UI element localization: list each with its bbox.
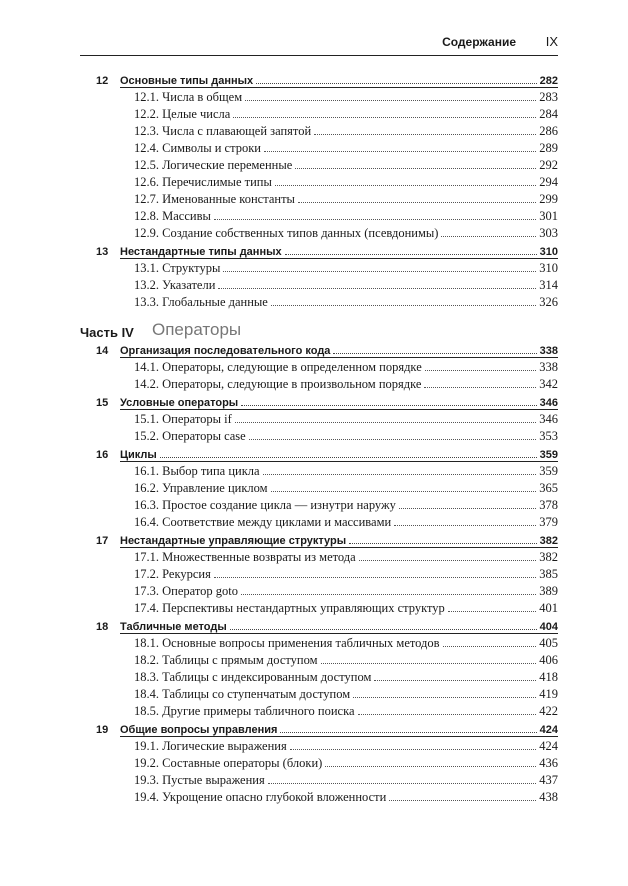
section-page-number: 418	[539, 670, 558, 684]
section-title: 15.1. Операторы if	[134, 412, 232, 426]
section-title: 16.1. Выбор типа цикла	[134, 464, 260, 478]
chapter-entry	[80, 70, 558, 241]
dot-leader	[321, 663, 537, 664]
chapter-page-number: 359	[539, 449, 558, 461]
dot-leader	[389, 800, 536, 801]
section-page-number: 401	[539, 601, 558, 615]
section-title: 13.3. Глобальные данные	[134, 295, 268, 309]
dot-leader	[314, 134, 536, 135]
chapter-number: 15	[96, 397, 109, 409]
chapter-entry	[80, 616, 558, 719]
chapter-number: 14	[96, 345, 109, 357]
dot-leader	[268, 783, 537, 784]
section-page-number: 289	[539, 141, 558, 155]
section-page-number: 314	[539, 278, 558, 292]
dot-leader	[233, 117, 536, 118]
chapter-number: 13	[96, 246, 109, 258]
chapter-row[interactable]	[80, 340, 558, 357]
section-row[interactable]	[80, 513, 558, 530]
part-label: Часть IV	[80, 325, 134, 340]
section-title: 19.3. Пустые выражения	[134, 773, 265, 787]
chapter-entry	[80, 444, 558, 530]
section-page-number: 382	[539, 550, 558, 564]
dot-leader	[249, 439, 537, 440]
section-page-number: 405	[539, 636, 558, 650]
section-row[interactable]	[80, 358, 558, 375]
chapter-title: Циклы	[120, 449, 157, 461]
chapter-row[interactable]	[80, 70, 558, 87]
section-row[interactable]	[80, 651, 558, 668]
chapter-row[interactable]	[80, 530, 558, 547]
dot-leader	[223, 271, 536, 272]
section-title: 16.2. Управление циклом	[134, 481, 268, 495]
header-rule	[80, 55, 558, 56]
section-row[interactable]	[80, 548, 558, 565]
dot-leader	[325, 766, 536, 767]
section-title: 13.2. Указатели	[134, 278, 216, 292]
dot-leader	[359, 560, 537, 561]
chapter-number: 16	[96, 449, 109, 461]
section-row[interactable]	[80, 224, 558, 241]
chapter-title: Общие вопросы управления	[120, 724, 278, 736]
section-page-number: 437	[539, 773, 558, 787]
section-title: 17.2. Рекурсия	[134, 567, 211, 581]
chapter-title: Табличные методы	[120, 621, 227, 633]
section-title: 15.2. Операторы case	[134, 429, 246, 443]
section-row[interactable]	[80, 702, 558, 719]
chapter-entry	[80, 719, 558, 805]
section-row[interactable]	[80, 634, 558, 651]
dot-leader	[214, 219, 536, 220]
section-title: 17.3. Оператор goto	[134, 584, 239, 598]
dot-leader	[264, 151, 536, 152]
header-title: Содержание	[442, 35, 516, 49]
section-row[interactable]	[80, 599, 558, 616]
dot-leader	[290, 749, 537, 750]
table-of-contents	[80, 70, 558, 805]
section-title: 12.7. Именованные константы	[134, 192, 295, 206]
dot-leader	[295, 168, 536, 169]
section-row[interactable]	[80, 582, 558, 599]
section-page-number: 438	[539, 790, 558, 804]
section-page-number: 379	[539, 515, 558, 529]
section-row[interactable]	[80, 122, 558, 139]
section-page-number: 424	[539, 739, 558, 753]
section-title: 12.5. Логические переменные	[134, 158, 293, 172]
chapter-number: 19	[96, 724, 109, 736]
section-row[interactable]	[80, 462, 558, 479]
section-page-number: 378	[539, 498, 558, 512]
section-page-number: 342	[539, 377, 558, 391]
section-page-number: 359	[539, 464, 558, 478]
section-title: 19.2. Составные операторы (блоки)	[134, 756, 323, 770]
section-page-number: 284	[539, 107, 558, 121]
section-row[interactable]	[80, 259, 558, 276]
section-page-number: 419	[539, 687, 558, 701]
chapter-entry	[80, 392, 558, 444]
dot-leader	[298, 202, 536, 203]
section-row[interactable]	[80, 788, 558, 805]
dot-leader	[271, 491, 537, 492]
section-row[interactable]	[80, 685, 558, 702]
chapter-title: Организация последовательного кода	[120, 345, 331, 357]
dot-leader	[333, 353, 536, 354]
dot-leader	[218, 288, 536, 289]
dot-leader	[441, 236, 536, 237]
section-title: 12.9. Создание собственных типов данных (псевдонимы)	[134, 226, 439, 240]
section-page-number: 310	[539, 261, 558, 275]
chapter-entry	[80, 340, 558, 392]
section-title: 14.1. Операторы, следующие в определенном порядке	[134, 360, 422, 374]
section-title: 12.4. Символы и строки	[134, 141, 261, 155]
chapter-title: Нестандартные типы данных	[120, 246, 282, 258]
dot-leader	[275, 185, 536, 186]
section-row[interactable]	[80, 410, 558, 427]
chapter-entry	[80, 241, 558, 310]
section-page-number: 338	[539, 360, 558, 374]
dot-leader	[285, 254, 537, 255]
dot-leader	[271, 305, 536, 306]
chapter-number: 12	[96, 75, 109, 87]
section-title: 19.1. Логические выражения	[134, 739, 287, 753]
chapter-row[interactable]	[80, 444, 558, 461]
section-page-number: 326	[539, 295, 558, 309]
chapter-row[interactable]	[80, 719, 558, 736]
chapter-page-number: 382	[539, 535, 558, 547]
section-page-number: 303	[539, 226, 558, 240]
section-row[interactable]	[80, 276, 558, 293]
section-row[interactable]	[80, 156, 558, 173]
section-page-number: 301	[539, 209, 558, 223]
section-page-number: 406	[539, 653, 558, 667]
chapter-row[interactable]	[80, 392, 558, 409]
dot-leader	[425, 370, 537, 371]
section-title: 18.4. Таблицы со ступенчатым доступом	[134, 687, 351, 701]
section-row[interactable]	[80, 479, 558, 496]
dot-leader	[280, 732, 536, 733]
section-row[interactable]	[80, 427, 558, 444]
section-title: 16.4. Соответствие между циклами и массивами	[134, 515, 392, 529]
chapter-page-number: 424	[539, 724, 558, 736]
dot-leader	[245, 100, 536, 101]
section-row[interactable]	[80, 565, 558, 582]
section-title: 19.4. Укрощение опасно глубокой вложенности	[134, 790, 387, 804]
section-title: 12.6. Перечислимые типы	[134, 175, 272, 189]
section-row[interactable]	[80, 375, 558, 392]
chapter-number: 17	[96, 535, 109, 547]
section-title: 12.8. Массивы	[134, 209, 211, 223]
dot-leader	[394, 525, 536, 526]
section-title: 12.3. Числа с плавающей запятой	[134, 124, 312, 138]
part-title: Операторы	[152, 320, 242, 339]
chapter-row[interactable]	[80, 616, 558, 633]
section-title: 17.4. Перспективы нестандартных управляющих структур	[134, 601, 445, 615]
section-page-number: 294	[539, 175, 558, 189]
section-page-number: 286	[539, 124, 558, 138]
dot-leader	[399, 508, 536, 509]
section-title: 12.1. Числа в общем	[134, 90, 243, 104]
chapter-page-number: 404	[539, 621, 558, 633]
dot-leader	[214, 577, 536, 578]
section-row[interactable]	[80, 105, 558, 122]
chapter-title: Условные операторы	[120, 397, 239, 409]
dot-leader	[349, 543, 537, 544]
chapter-title: Нестандартные управляющие структуры	[120, 535, 347, 547]
section-page-number: 385	[539, 567, 558, 581]
dot-leader	[256, 83, 536, 84]
chapter-row[interactable]	[80, 241, 558, 258]
header-page-number: IX	[545, 34, 558, 49]
dot-leader	[424, 387, 536, 388]
section-title: 18.2. Таблицы с прямым доступом	[134, 653, 318, 667]
dot-leader	[230, 629, 537, 630]
section-title: 12.2. Целые числа	[134, 107, 231, 121]
running-header	[80, 34, 558, 54]
dot-leader	[353, 697, 536, 698]
dot-leader	[263, 474, 537, 475]
section-row[interactable]	[80, 190, 558, 207]
section-row[interactable]	[80, 771, 558, 788]
section-title: 17.1. Множественные возвраты из метода	[134, 550, 356, 564]
section-page-number: 389	[539, 584, 558, 598]
section-row[interactable]	[80, 173, 558, 190]
section-title: 14.2. Операторы, следующие в произвольном порядке	[134, 377, 422, 391]
section-row[interactable]	[80, 754, 558, 771]
chapter-number: 18	[96, 621, 109, 633]
section-row[interactable]	[80, 668, 558, 685]
dot-leader	[443, 646, 537, 647]
dot-leader	[448, 611, 536, 612]
section-page-number: 365	[539, 481, 558, 495]
chapter-page-number: 346	[539, 397, 558, 409]
section-row[interactable]	[80, 496, 558, 513]
section-page-number: 299	[539, 192, 558, 206]
dot-leader	[160, 457, 537, 458]
section-page-number: 283	[539, 90, 558, 104]
dot-leader	[241, 405, 536, 406]
chapter-page-number: 282	[539, 75, 558, 87]
section-title: 18.3. Таблицы с индексированным доступом	[134, 670, 372, 684]
dot-leader	[241, 594, 536, 595]
section-row[interactable]	[80, 139, 558, 156]
section-row[interactable]	[80, 293, 558, 310]
section-row[interactable]	[80, 207, 558, 224]
section-title: 13.1. Структуры	[134, 261, 221, 275]
section-page-number: 436	[539, 756, 558, 770]
section-row[interactable]	[80, 88, 558, 105]
section-page-number: 422	[539, 704, 558, 718]
chapter-title: Основные типы данных	[120, 75, 254, 87]
chapter-page-number: 338	[539, 345, 558, 357]
dot-leader	[235, 422, 536, 423]
chapter-entry	[80, 530, 558, 616]
section-title: 16.3. Простое создание цикла — изнутри наружу	[134, 498, 396, 512]
section-title: 18.1. Основные вопросы применения табличных методов	[134, 636, 440, 650]
dot-leader	[358, 714, 537, 715]
section-row[interactable]	[80, 737, 558, 754]
section-title: 18.5. Другие примеры табличного поиска	[134, 704, 355, 718]
chapter-page-number: 310	[539, 246, 558, 258]
section-page-number: 353	[539, 429, 558, 443]
section-page-number: 292	[539, 158, 558, 172]
section-page-number: 346	[539, 412, 558, 426]
part-heading	[80, 316, 558, 340]
dot-leader	[374, 680, 536, 681]
